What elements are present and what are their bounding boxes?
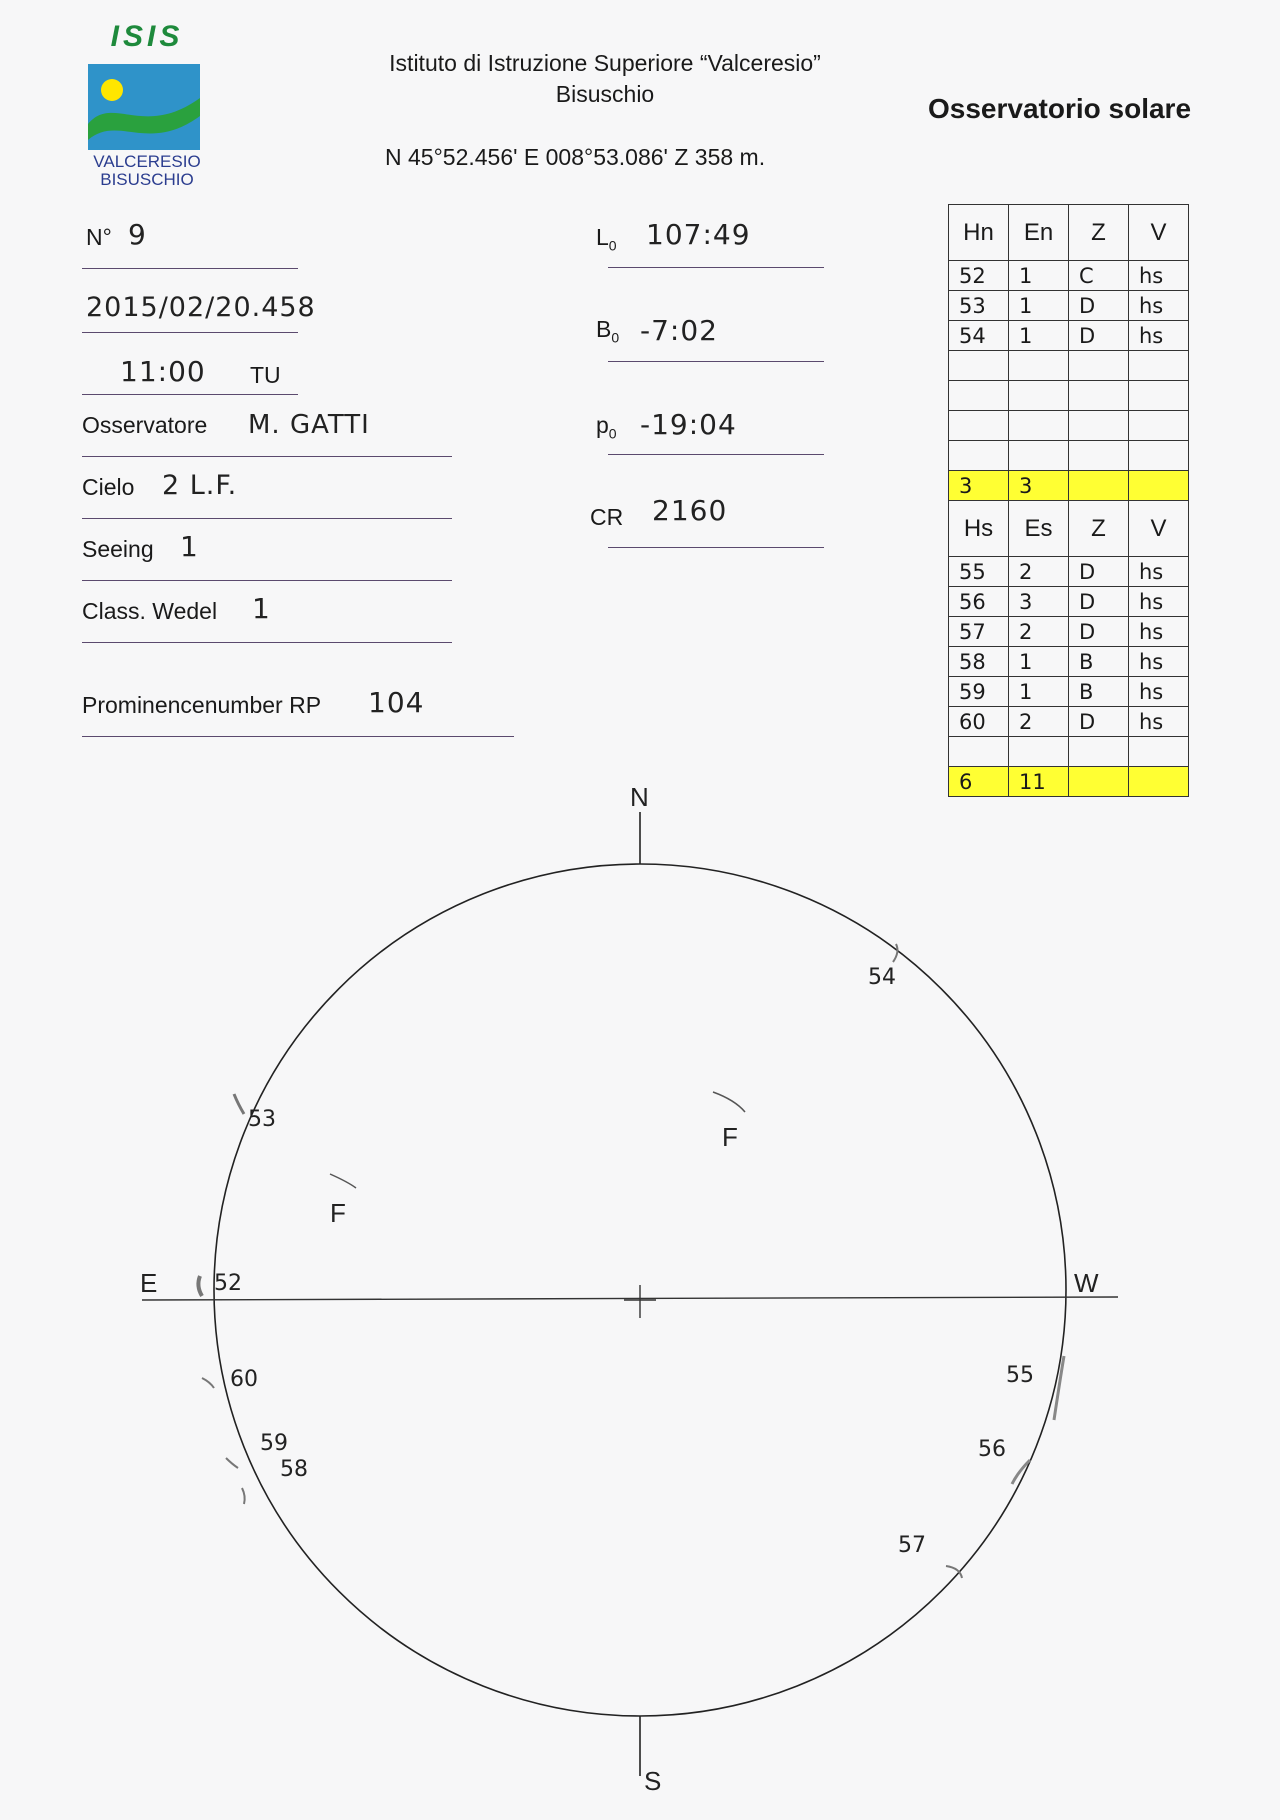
number-label: N° [86,224,112,250]
south-table-cell: 57 [949,617,1009,647]
north-table-cell: D [1069,321,1129,351]
prominence-label-57: 57 [898,1533,926,1558]
prominence-57-mark [946,1566,962,1578]
south-table-cell: D [1069,617,1129,647]
south-table-total-cell: 11 [1009,767,1069,797]
north-table-total-cell: 3 [949,471,1009,501]
l0-value: 107:49 [646,218,751,251]
b0-label: $B_0$ [596,316,620,346]
south-table-cell: hs [1129,557,1189,587]
logo-line-1: VALCERESIO [93,152,201,171]
date-value: 2015/02/20.458 [86,292,316,323]
prominence-label-59: 59 [260,1431,288,1456]
prominence-53-mark [234,1094,244,1114]
south-table-cell: 2 [1009,707,1069,737]
north-table-header-cell: En [1009,205,1069,261]
south-table-cell: D [1069,587,1129,617]
east-label: E [140,1268,158,1298]
l0-subscript: 0 [608,237,617,254]
school-name-line-2: Bisuschio [555,81,655,107]
south-table-cell: 2 [1009,617,1069,647]
north-table-cell: hs [1129,291,1189,321]
north-table-cell: C [1069,261,1129,291]
prominence-label-53: 53 [248,1107,276,1132]
wedel-label: Class. Wedel [82,598,218,624]
north-table-cell: 53 [949,291,1009,321]
north-table-cell: 52 [949,261,1009,291]
south-table-header-cell: V [1129,501,1189,557]
prominence-59-mark [226,1458,238,1468]
observer-value: M. GATTI [248,410,370,440]
north-table-cell: 1 [1009,261,1069,291]
logo-line-2: BISUSCHIO [100,170,194,189]
seeing-label: Seeing [82,536,154,562]
cr-label: CR [590,504,624,530]
p0-label: $p_0$ [596,412,617,442]
time-value: 11:00 [120,355,206,388]
south-table-cell: hs [1129,587,1189,617]
south-table-cell: B [1069,677,1129,707]
south-label: S [644,1766,662,1796]
logo-top-text: ISIS [110,20,184,53]
sky-value: 2 L.F. [162,470,238,501]
prominence-label-52: 52 [214,1271,242,1296]
school-name-line-1: Istituto di Istruzione Superiore “Valceresio” [389,50,821,76]
south-table-header-cell: Es [1009,501,1069,557]
north-table-header-cell: Z [1069,205,1129,261]
south-table-cell: 58 [949,647,1009,677]
prominence-54-mark [893,944,897,962]
cr-value: 2160 [652,494,728,527]
north-table-cell: hs [1129,261,1189,291]
south-table-cell: D [1069,707,1129,737]
observer-label: Osservatore [82,412,208,438]
b0-value: -7:02 [640,314,718,347]
west-label: W [1074,1268,1099,1298]
prominence-label-58: 58 [280,1457,308,1482]
sky-label: Cielo [82,474,135,500]
south-table-cell: 59 [949,677,1009,707]
south-table-cell: 3 [1009,587,1069,617]
number-value: 9 [128,218,147,251]
south-table-cell: hs [1129,677,1189,707]
south-table-cell: hs [1129,617,1189,647]
prominence-60-mark [202,1378,214,1388]
north-table-cell: 1 [1009,321,1069,351]
prominence-label-60: 60 [230,1367,258,1392]
south-table-cell: hs [1129,647,1189,677]
south-table-cell: hs [1129,707,1189,737]
prominence-label-56: 56 [978,1437,1006,1462]
south-table-cell: 56 [949,587,1009,617]
south-table-cell: 60 [949,707,1009,737]
north-table-cell: D [1069,291,1129,321]
wedel-value: 1 [252,592,271,625]
south-table-header-cell: Hs [949,501,1009,557]
b0-subscript: 0 [611,329,620,346]
south-table-cell: 1 [1009,647,1069,677]
prominence-label: Prominencenumber RP [82,692,322,718]
observatory-coordinates: N 45°52.456' E 008°53.086' Z 358 m. [385,144,766,170]
filament-label-2: F [330,1198,346,1228]
south-table-cell: D [1069,557,1129,587]
south-table-header-cell: Z [1069,501,1129,557]
l0-label: $L_0$ [596,224,617,254]
north-table-header-cell: V [1129,205,1189,261]
north-table-cell: 1 [1009,291,1069,321]
north-label: N [630,782,649,812]
south-table-cell: B [1069,647,1129,677]
filament-label-1: F [722,1122,738,1152]
north-table-cell: hs [1129,321,1189,351]
prominence-value: 104 [368,686,425,719]
south-table-cell: 2 [1009,557,1069,587]
south-table-cell: 1 [1009,677,1069,707]
north-table-header-cell: Hn [949,205,1009,261]
south-table-cell: 55 [949,557,1009,587]
prominence-58-mark [242,1488,245,1504]
time-unit: TU [250,362,281,388]
north-table-total-cell: 3 [1009,471,1069,501]
north-table-cell: 54 [949,321,1009,351]
filament-1-mark [713,1092,745,1112]
prominence-label-55: 55 [1006,1363,1034,1388]
seeing-value: 1 [180,530,199,563]
prominence-label-54: 54 [868,965,896,990]
p0-subscript: 0 [608,425,617,442]
page-title: Osservatorio solare [928,93,1192,124]
filament-2-mark [330,1174,356,1188]
p0-value: -19:04 [640,408,737,441]
south-table-total-cell: 6 [949,767,1009,797]
prominence-52-mark [198,1276,202,1296]
